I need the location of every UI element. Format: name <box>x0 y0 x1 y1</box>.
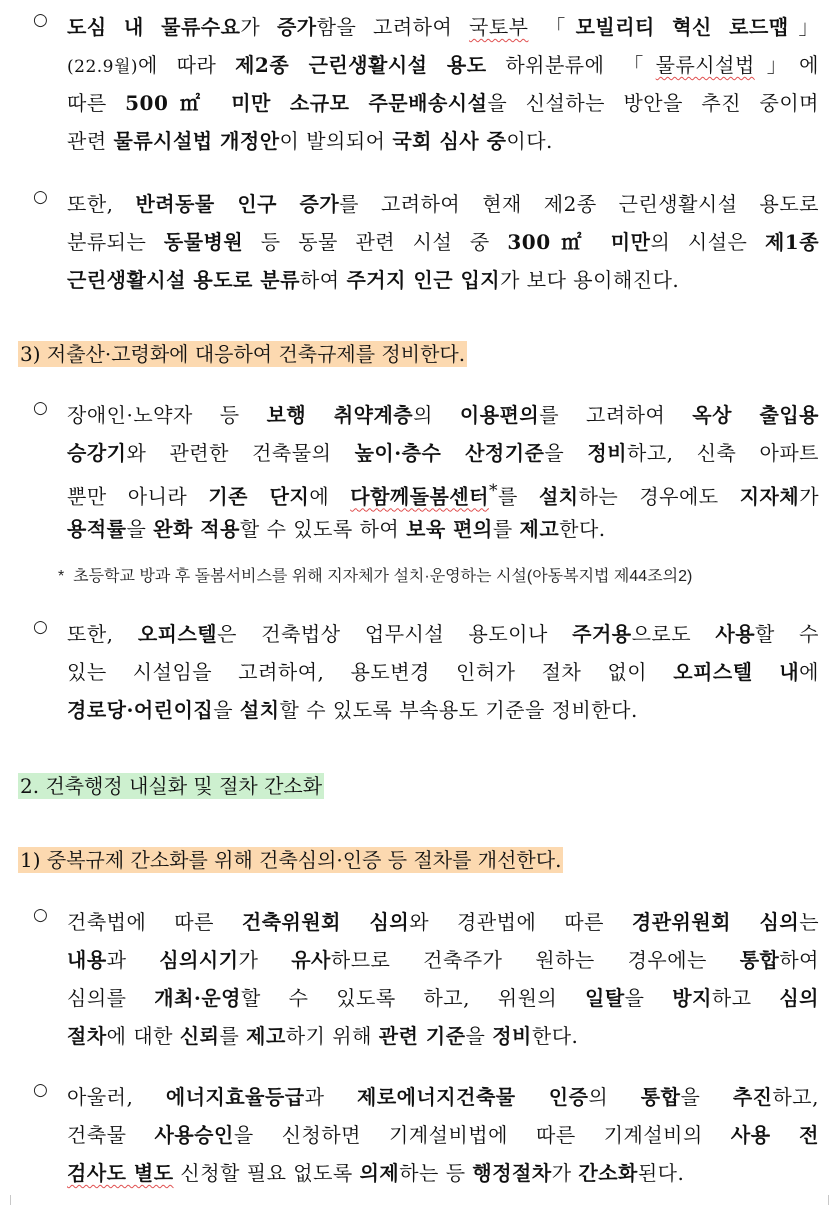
bullet-circle-icon: ○ <box>33 398 48 418</box>
text-line: 관련 물류시설법 개정안이 발의되어 국회 심사 중이다. <box>67 129 553 153</box>
page-corner-mark <box>0 1195 11 1205</box>
text-line: 뿐만 아니라 기존 단지에 다함께돌봄센터*를 설치하는 경우에도 지자체가 <box>67 481 820 509</box>
text-line: 절차에 대한 신뢰를 제고하기 위해 관련 기준을 정비한다. <box>67 1024 579 1048</box>
section-heading-admin: 2. 건축행정 내실화 및 절차 간소화 <box>20 774 323 798</box>
bullet-circle-icon: ○ <box>33 617 48 637</box>
text-line: 또한, 반려동물 인구 증가를 고려하여 현재 제2종 근린생활시설 용도로 <box>67 192 819 216</box>
text-line: 용적률을 완화 적용할 수 있도록 하여 보육 편의를 제고한다. <box>67 517 606 541</box>
footnote <box>58 563 692 586</box>
text-line: 아울러, 에너지효율등급과 제로에너지건축물 인증의 통합을 추진하고, <box>67 1085 819 1109</box>
text-line: 도심 내 물류수요가 증가함을 고려하여 국토부 「모빌리티 혁신 로드맵」 <box>67 15 820 39</box>
text-line: 근린생활시설 용도로 분류하여 주거지 인근 입지가 보다 용이해진다. <box>67 268 680 292</box>
text-line: 장애인·노약자 등 보행 취약계층의 이용편의를 고려하여 옥상 출입용 <box>67 403 819 427</box>
text-line: 검사도 별도 신청할 필요 없도록 의제하는 등 행정절차가 간소화된다. <box>67 1161 685 1185</box>
text-line: 경로당·어린이집을 설치할 수 있도록 부속용도 기준을 정비한다. <box>67 698 638 722</box>
text-line: 또한, 오피스텔은 건축법상 업무시설 용도이나 주거용으로도 사용할 수 <box>67 622 820 646</box>
text-line: 분류되는 동물병원 등 동물 관련 시설 중 300㎡ 미만의 시설은 제1종 <box>67 230 820 254</box>
text-line: 건축물 사용승인을 신청하면 기계설비법에 따른 기계설비의 사용 전 <box>67 1123 819 1147</box>
bullet-circle-icon: ○ <box>33 1080 48 1100</box>
text-line: 심의를 개최·운영할 수 있도록 하고, 위원의 일탈을 방지하고 심의 <box>67 986 819 1010</box>
text-line: 따른 500㎡ 미만 소규모 주문배송시설을 신설하는 방안을 추진 중이며 <box>67 91 819 115</box>
bullet-circle-icon: ○ <box>33 905 48 925</box>
text-line: 건축법에 따른 건축위원회 심의와 경관법에 따른 경관위원회 심의는 <box>67 910 820 934</box>
text-line: 있는 시설임을 고려하여, 용도변경 인허가 절차 없이 오피스텔 내에 <box>67 660 819 684</box>
text-line: 승강기와 관련한 건축물의 높이·층수 산정기준을 정비하고, 신축 아파트 <box>67 441 819 465</box>
footnote-text: 초등학교 방과 후 돌봄서비스를 위해 지자체가 설치·운영하는 시설(아동복지법 제44조의2) <box>73 568 693 585</box>
subsection-heading-low-birth-aging: 3) 저출산·고령화에 대응하여 건축규제를 정비한다. <box>20 342 466 366</box>
page-corner-mark <box>828 1195 839 1205</box>
subsection-heading-duplicate-regulation: 1) 중복규제 간소화를 위해 건축심의·인증 등 절차를 개선한다. <box>20 848 562 872</box>
text-line: 내용과 심의시기가 유사하므로 건축주가 원하는 경우에는 통합하여 <box>67 948 819 972</box>
footnote-marker: * <box>58 568 65 585</box>
bullet-circle-icon: ○ <box>33 187 48 207</box>
bullet-circle-icon: ○ <box>33 10 48 30</box>
text-line: (22.9월)에 따라 제2종 근린생활시설 용도 하위분류에 「물류시설법」에 <box>67 53 819 77</box>
